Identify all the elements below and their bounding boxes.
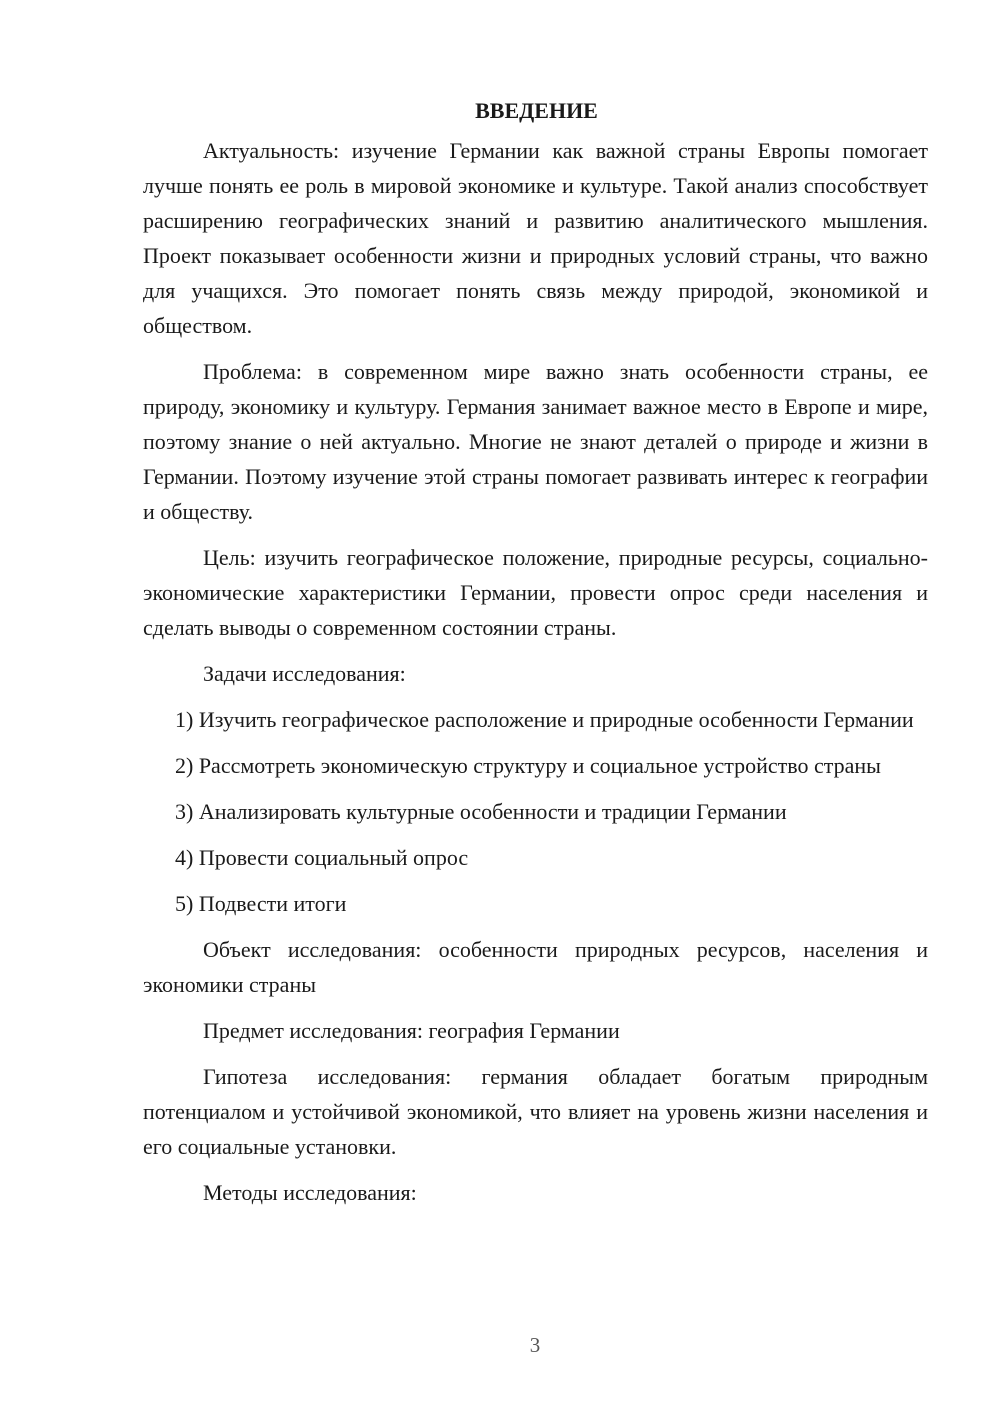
hypothesis-paragraph: Гипотеза исследования: германия обладает богатым природным потенциалом и устойчивой экономикой, что влияет на уровень жизни населения и его социальные установки. bbox=[143, 1064, 928, 1159]
subject-paragraph: Предмет исследования: география Германии bbox=[203, 1018, 620, 1043]
object-paragraph: Объект исследования: особенности природных ресурсов, населения и экономики страны bbox=[143, 937, 928, 997]
list-item: 4) Провести социальный опрос bbox=[175, 845, 469, 870]
tasks-heading: Задачи исследования: bbox=[203, 661, 406, 686]
goal-paragraph: Цель: изучить географическое положение, природные ресурсы, социально-экономические характеристики Германии, провести опрос среди населения и сделать выводы о современном состоянии страны. bbox=[143, 545, 928, 640]
list-item: 3) Анализировать культурные особенности и традиции Германии bbox=[175, 799, 787, 824]
page-number: 3 bbox=[529, 1333, 541, 1357]
problem-paragraph: Проблема: в современном мире важно знать особенности страны, ее природу, экономику и культуру. Германия занимает важное место в Европе и мире, поэтому знание о ней актуально. Многие не знают деталей о природе и жизни в Германии. Поэтому изучение этой страны помогает развивать интерес к географии и обществу. bbox=[143, 359, 928, 524]
list-item: 2) Рассмотреть экономическую структуру и социальное устройство страны bbox=[175, 753, 881, 778]
document-page bbox=[143, 94, 928, 1221]
list-item: 5) Подвести итоги bbox=[175, 891, 347, 916]
methods-heading: Методы исследования: bbox=[203, 1180, 417, 1205]
tasks-list bbox=[143, 702, 928, 921]
list-item: 1) Изучить географическое расположение и природные особенности Германии bbox=[175, 707, 914, 732]
section-title: ВВЕДЕНИЕ bbox=[475, 98, 598, 123]
relevance-paragraph: Актуальность: изучение Германии как важной страны Европы помогает лучше понять ее роль в мировой экономике и культуре. Такой анализ способствует расширению географических знаний и развитию аналитического мышления. Проект показывает особенности жизни и природных условий страны, что важно для учащихся. Это помогает понять связь между природой, экономикой и обществом. bbox=[143, 138, 928, 338]
